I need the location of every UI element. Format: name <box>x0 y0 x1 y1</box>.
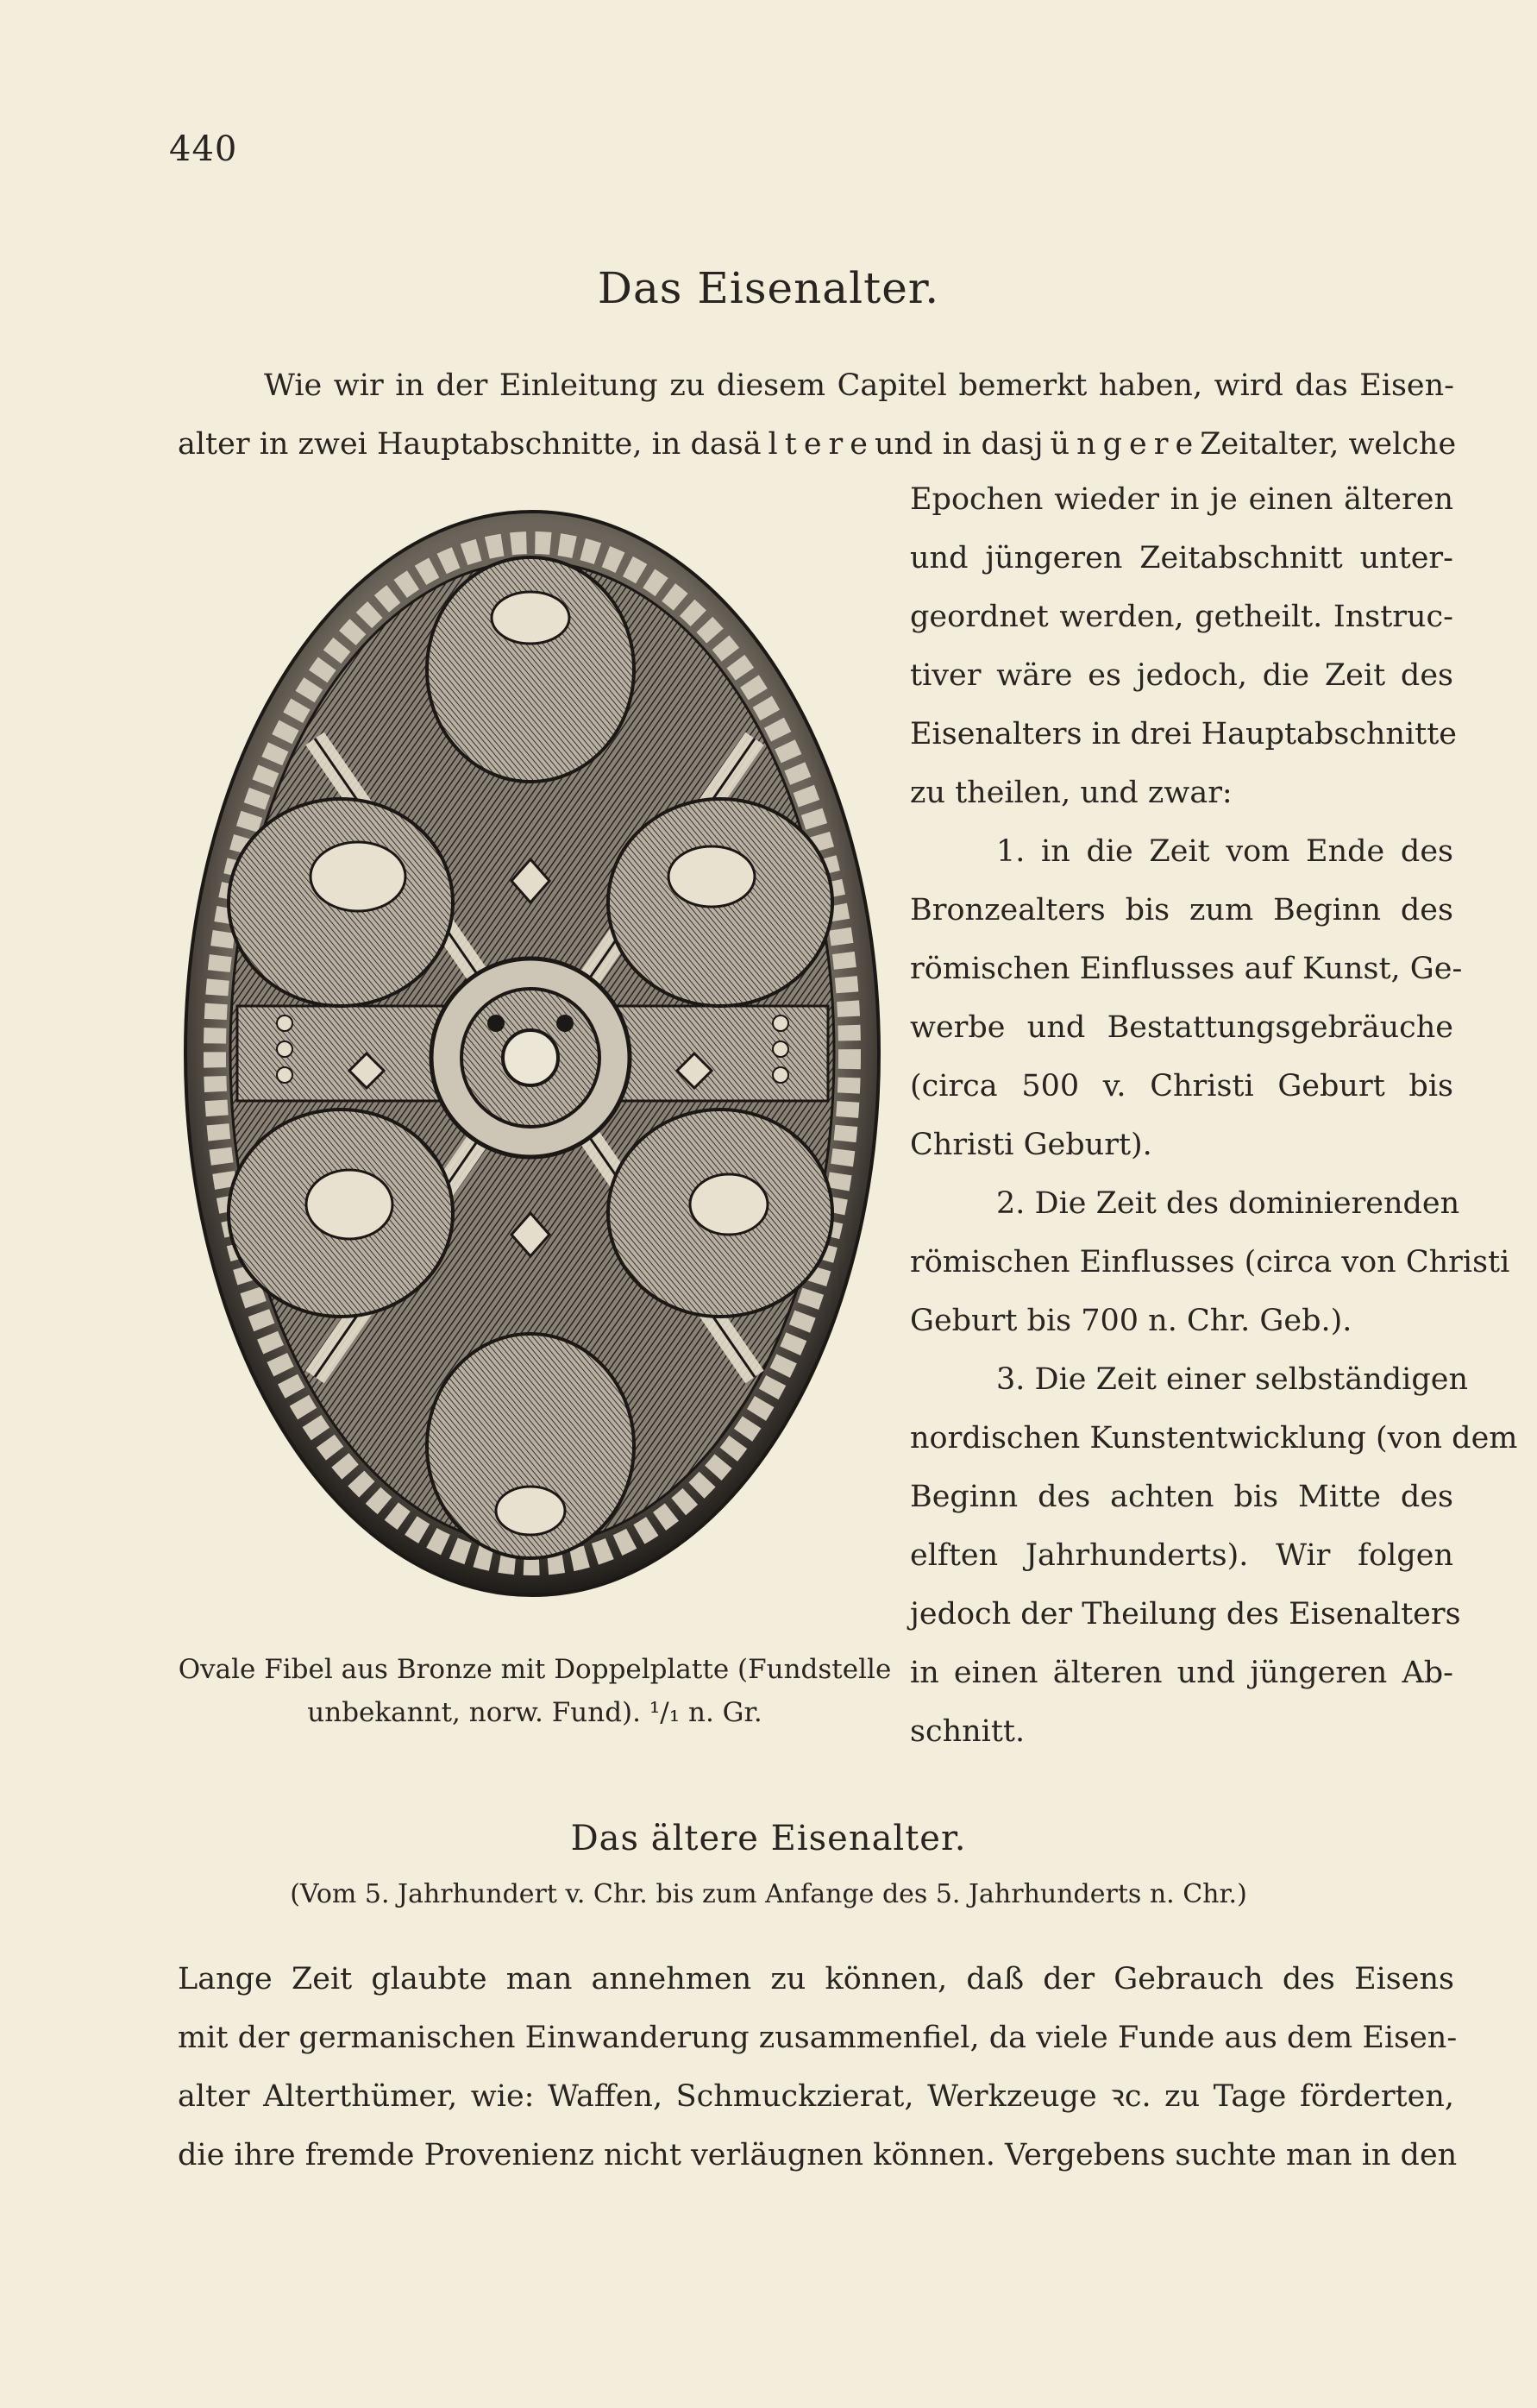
column-line: römischen Einflusses (circa von Christi <box>910 1245 1510 1279</box>
column-line: in einen älteren und jüngeren Ab- <box>910 1656 1453 1690</box>
body-line: alter Alterthümer, wie: Waffen, Schmuckzierat, Werkzeuge ꝛc. zu Tage förderten, <box>178 2079 1454 2114</box>
column-line: Bronzealters bis zum Beginn des <box>910 893 1453 927</box>
list-item-2-line: 2. Die Zeit des dominierenden <box>996 1186 1460 1221</box>
intro-line-2-start: alter in zwei Hauptabschnitte, in das <box>178 427 743 462</box>
column-line: werbe und Bestattungsgebräuche <box>910 1010 1453 1045</box>
column-line: (circa 500 v. Christi Geburt bis <box>910 1069 1453 1103</box>
column-line: elften Jahrhunderts). Wir folgen <box>910 1538 1453 1573</box>
column-line: tiver wäre es jedoch, die Zeit des <box>910 658 1453 693</box>
body-line: die ihre fremde Provenienz nicht verläugnen können. Vergebens suchte man in den <box>178 2138 1458 2172</box>
section-heading: Das ältere Eisenalter. <box>570 1819 967 1858</box>
brooch-illustration <box>177 497 888 1636</box>
column-line: Geburt bis 700 n. Chr. Geb.). <box>910 1304 1352 1338</box>
caption-line-2: unbekannt, norw. Fund). ¹/₁ n. Gr. <box>307 1697 762 1728</box>
column-line: römischen Einflusses auf Kunst, Ge- <box>910 952 1463 986</box>
column-line: Beginn des achten bis Mitte des <box>910 1480 1453 1514</box>
column-line: und jüngeren Zeitabschnitt unter- <box>910 541 1453 575</box>
column-line: schnitt. <box>910 1714 1026 1749</box>
section-period: (Vom 5. Jahrhundert v. Chr. bis zum Anfange des 5. Jahrhunderts n. Chr.) <box>290 1879 1247 1909</box>
intro-line-2-tail: Zeitalter, welche <box>1200 427 1457 462</box>
page-number: 440 <box>169 129 238 169</box>
chapter-heading: Das Eisenalter. <box>597 263 940 313</box>
figure-caption <box>177 1648 893 1734</box>
intro-line-2 <box>178 415 1457 474</box>
body-line: mit der germanischen Einwanderung zusammenfiel, da viele Funde aus dem Eisen- <box>178 2021 1458 2055</box>
intro-line-1: Wie wir in der Einleitung zu diesem Capitel bemerkt haben, wird das Eisen- <box>264 368 1454 403</box>
column-line: Christi Geburt). <box>910 1128 1152 1162</box>
list-item-1-line: 1. in die Zeit vom Ende des <box>996 834 1453 869</box>
column-line: nordischen Kunstentwicklung (von dem <box>910 1421 1518 1455</box>
column-line: zu theilen, und zwar: <box>910 776 1233 810</box>
column-line: jedoch der Theilung des Eisenalters <box>910 1597 1461 1632</box>
intro-line-2-mid: und in das <box>874 427 1034 462</box>
oval-brooch-engraving <box>177 497 888 1636</box>
column-line: geordnet werden, getheilt. Instruc- <box>910 600 1453 634</box>
intro-paragraph <box>178 356 1457 474</box>
intro-emph-older: ältere <box>743 427 875 462</box>
intro-emph-younger: jüngere <box>1033 427 1201 462</box>
body-paragraph <box>178 1950 1458 2185</box>
list-item-3-line: 3. Die Zeit einer selbständigen <box>996 1362 1469 1397</box>
caption-line-1: Ovale Fibel aus Bronze mit Doppelplatte (Fundstelle <box>178 1654 892 1685</box>
column-line: Eisenalters in drei Hauptabschnitte <box>910 717 1457 751</box>
column-line: Epochen wieder in je einen älteren <box>910 482 1453 517</box>
body-line: Lange Zeit glaubte man annehmen zu können, daß der Gebrauch des Eisens <box>178 1962 1454 1996</box>
right-column-text <box>910 470 1518 1761</box>
